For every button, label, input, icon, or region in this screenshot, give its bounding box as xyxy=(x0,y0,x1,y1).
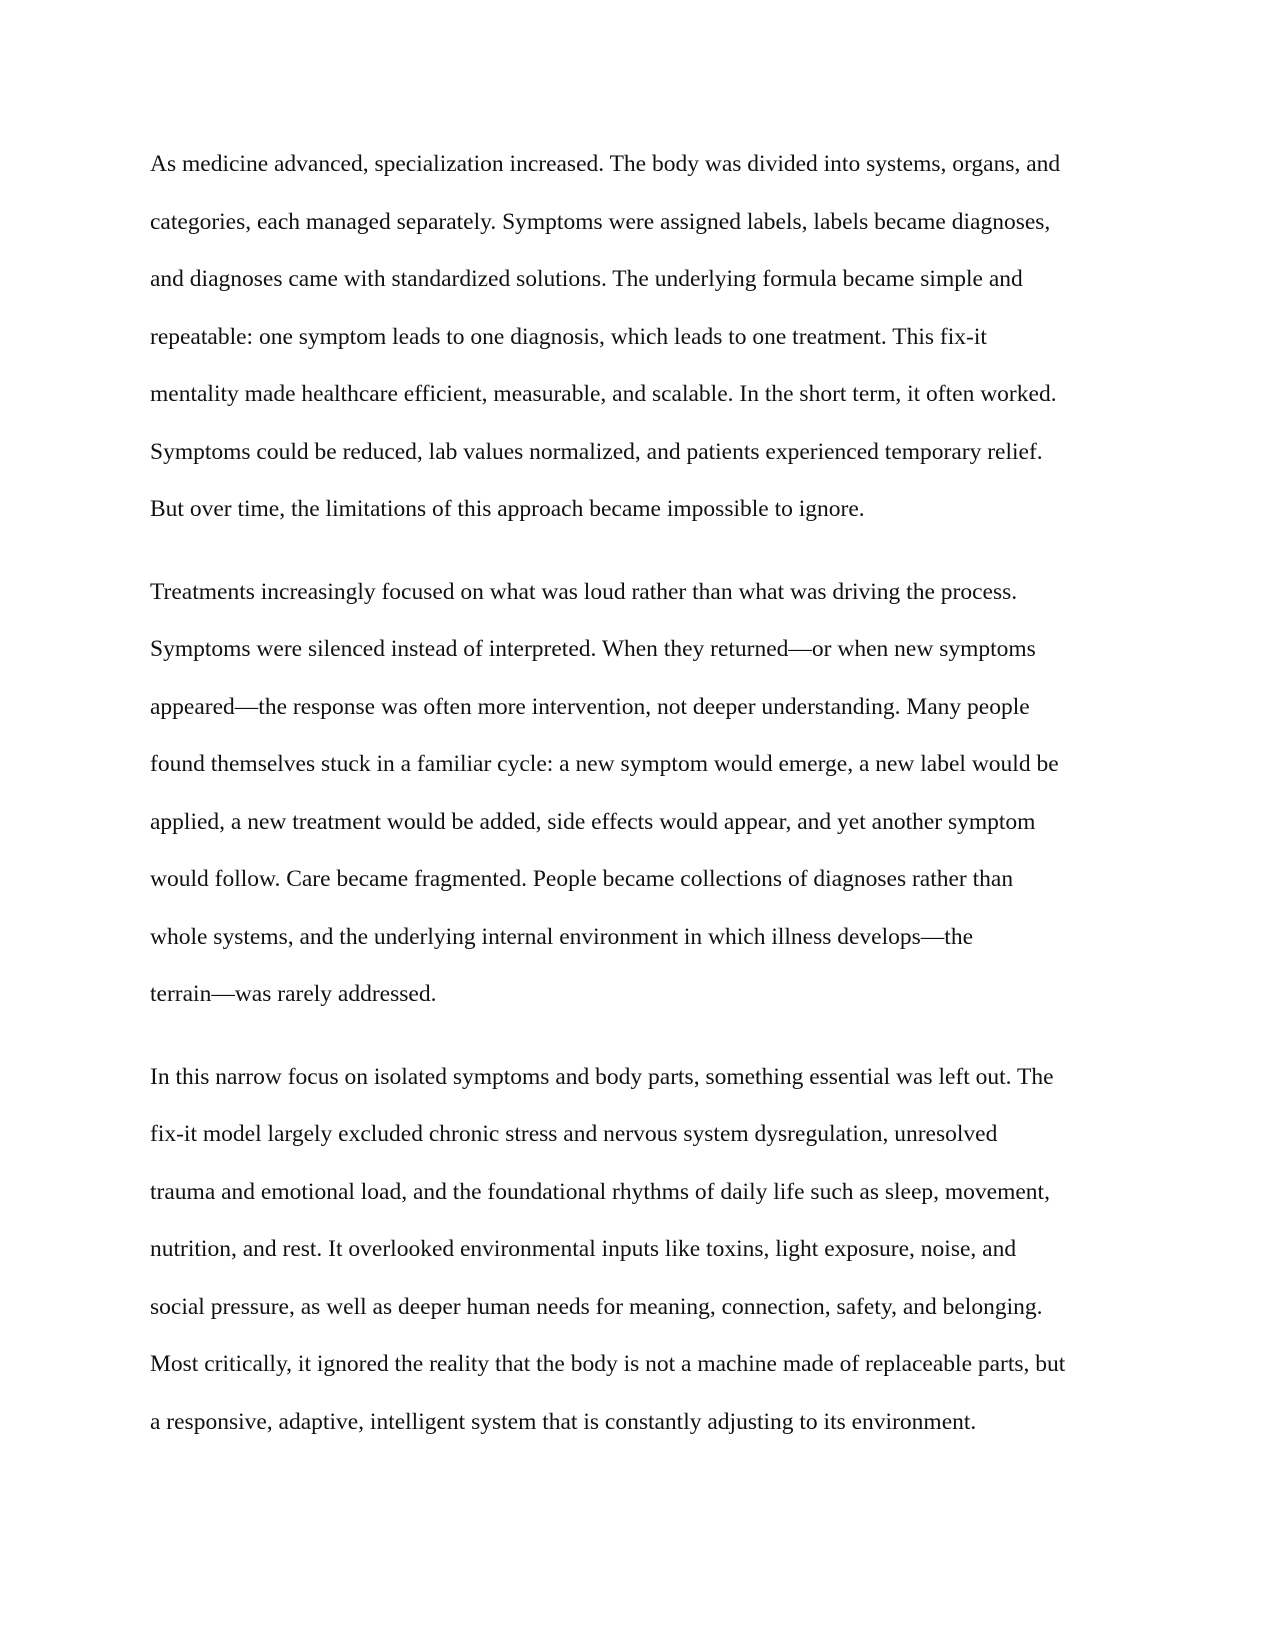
text-line: and diagnoses came with standardized solutions. The underlying formula became simple and xyxy=(150,266,1023,292)
text-line: Treatments increasingly focused on what was loud rather than what was driving the process. xyxy=(150,578,1018,605)
text-line: whole systems, and the underlying internal environment in which illness develops—the xyxy=(150,923,973,950)
text-line: Most critically, it ignored the reality that the body is not a machine made of replaceable parts, but xyxy=(150,1351,1066,1377)
text-line: appeared—the response was often more intervention, not deeper understanding. Many people xyxy=(150,693,1030,720)
paragraph-2 xyxy=(150,564,1125,1024)
text-line: In this narrow focus on isolated symptoms and body parts, something essential was left out. The xyxy=(150,1063,1054,1090)
text-line: nutrition, and rest. It overlooked environmental inputs like toxins, light exposure, noise, and xyxy=(150,1236,1017,1262)
text-line: social pressure, as well as deeper human needs for meaning, connection, safety, and belonging. xyxy=(150,1293,1043,1320)
text-line: fix-it model largely excluded chronic stress and nervous system dysregulation, unresolved xyxy=(150,1121,998,1147)
text-line: Symptoms could be reduced, lab values normalized, and patients experienced temporary relief. xyxy=(150,438,1043,465)
text-line: would follow. Care became fragmented. People became collections of diagnoses rather than xyxy=(150,866,1014,892)
text-line: mentality made healthcare efficient, measurable, and scalable. In the short term, it often worked. xyxy=(150,381,1057,407)
paragraph-1 xyxy=(150,136,1125,539)
text-line: trauma and emotional load, and the foundational rhythms of daily life such as sleep, movement, xyxy=(150,1178,1050,1205)
text-line: applied, a new treatment would be added, side effects would appear, and yet another symptom xyxy=(150,808,1036,835)
document-body xyxy=(150,136,1125,1476)
text-line: Symptoms were silenced instead of interpreted. When they returned—or when new symptoms xyxy=(150,636,1036,662)
text-line: found themselves stuck in a familiar cycle: a new symptom would emerge, a new label would be xyxy=(150,751,1059,777)
text-line: As medicine advanced, specialization increased. The body was divided into systems, organs, and xyxy=(150,151,1061,177)
text-line: repeatable: one symptom leads to one diagnosis, which leads to one treatment. This fix-it xyxy=(150,323,987,350)
text-line: categories, each managed separately. Symptoms were assigned labels, labels became diagnoses, xyxy=(150,208,1051,235)
text-line: terrain—was rarely addressed. xyxy=(150,981,437,1007)
text-line: a responsive, adaptive, intelligent system that is constantly adjusting to its environment. xyxy=(150,1408,977,1435)
text-line: But over time, the limitations of this approach became impossible to ignore. xyxy=(150,496,865,522)
paragraph-3 xyxy=(150,1049,1125,1452)
